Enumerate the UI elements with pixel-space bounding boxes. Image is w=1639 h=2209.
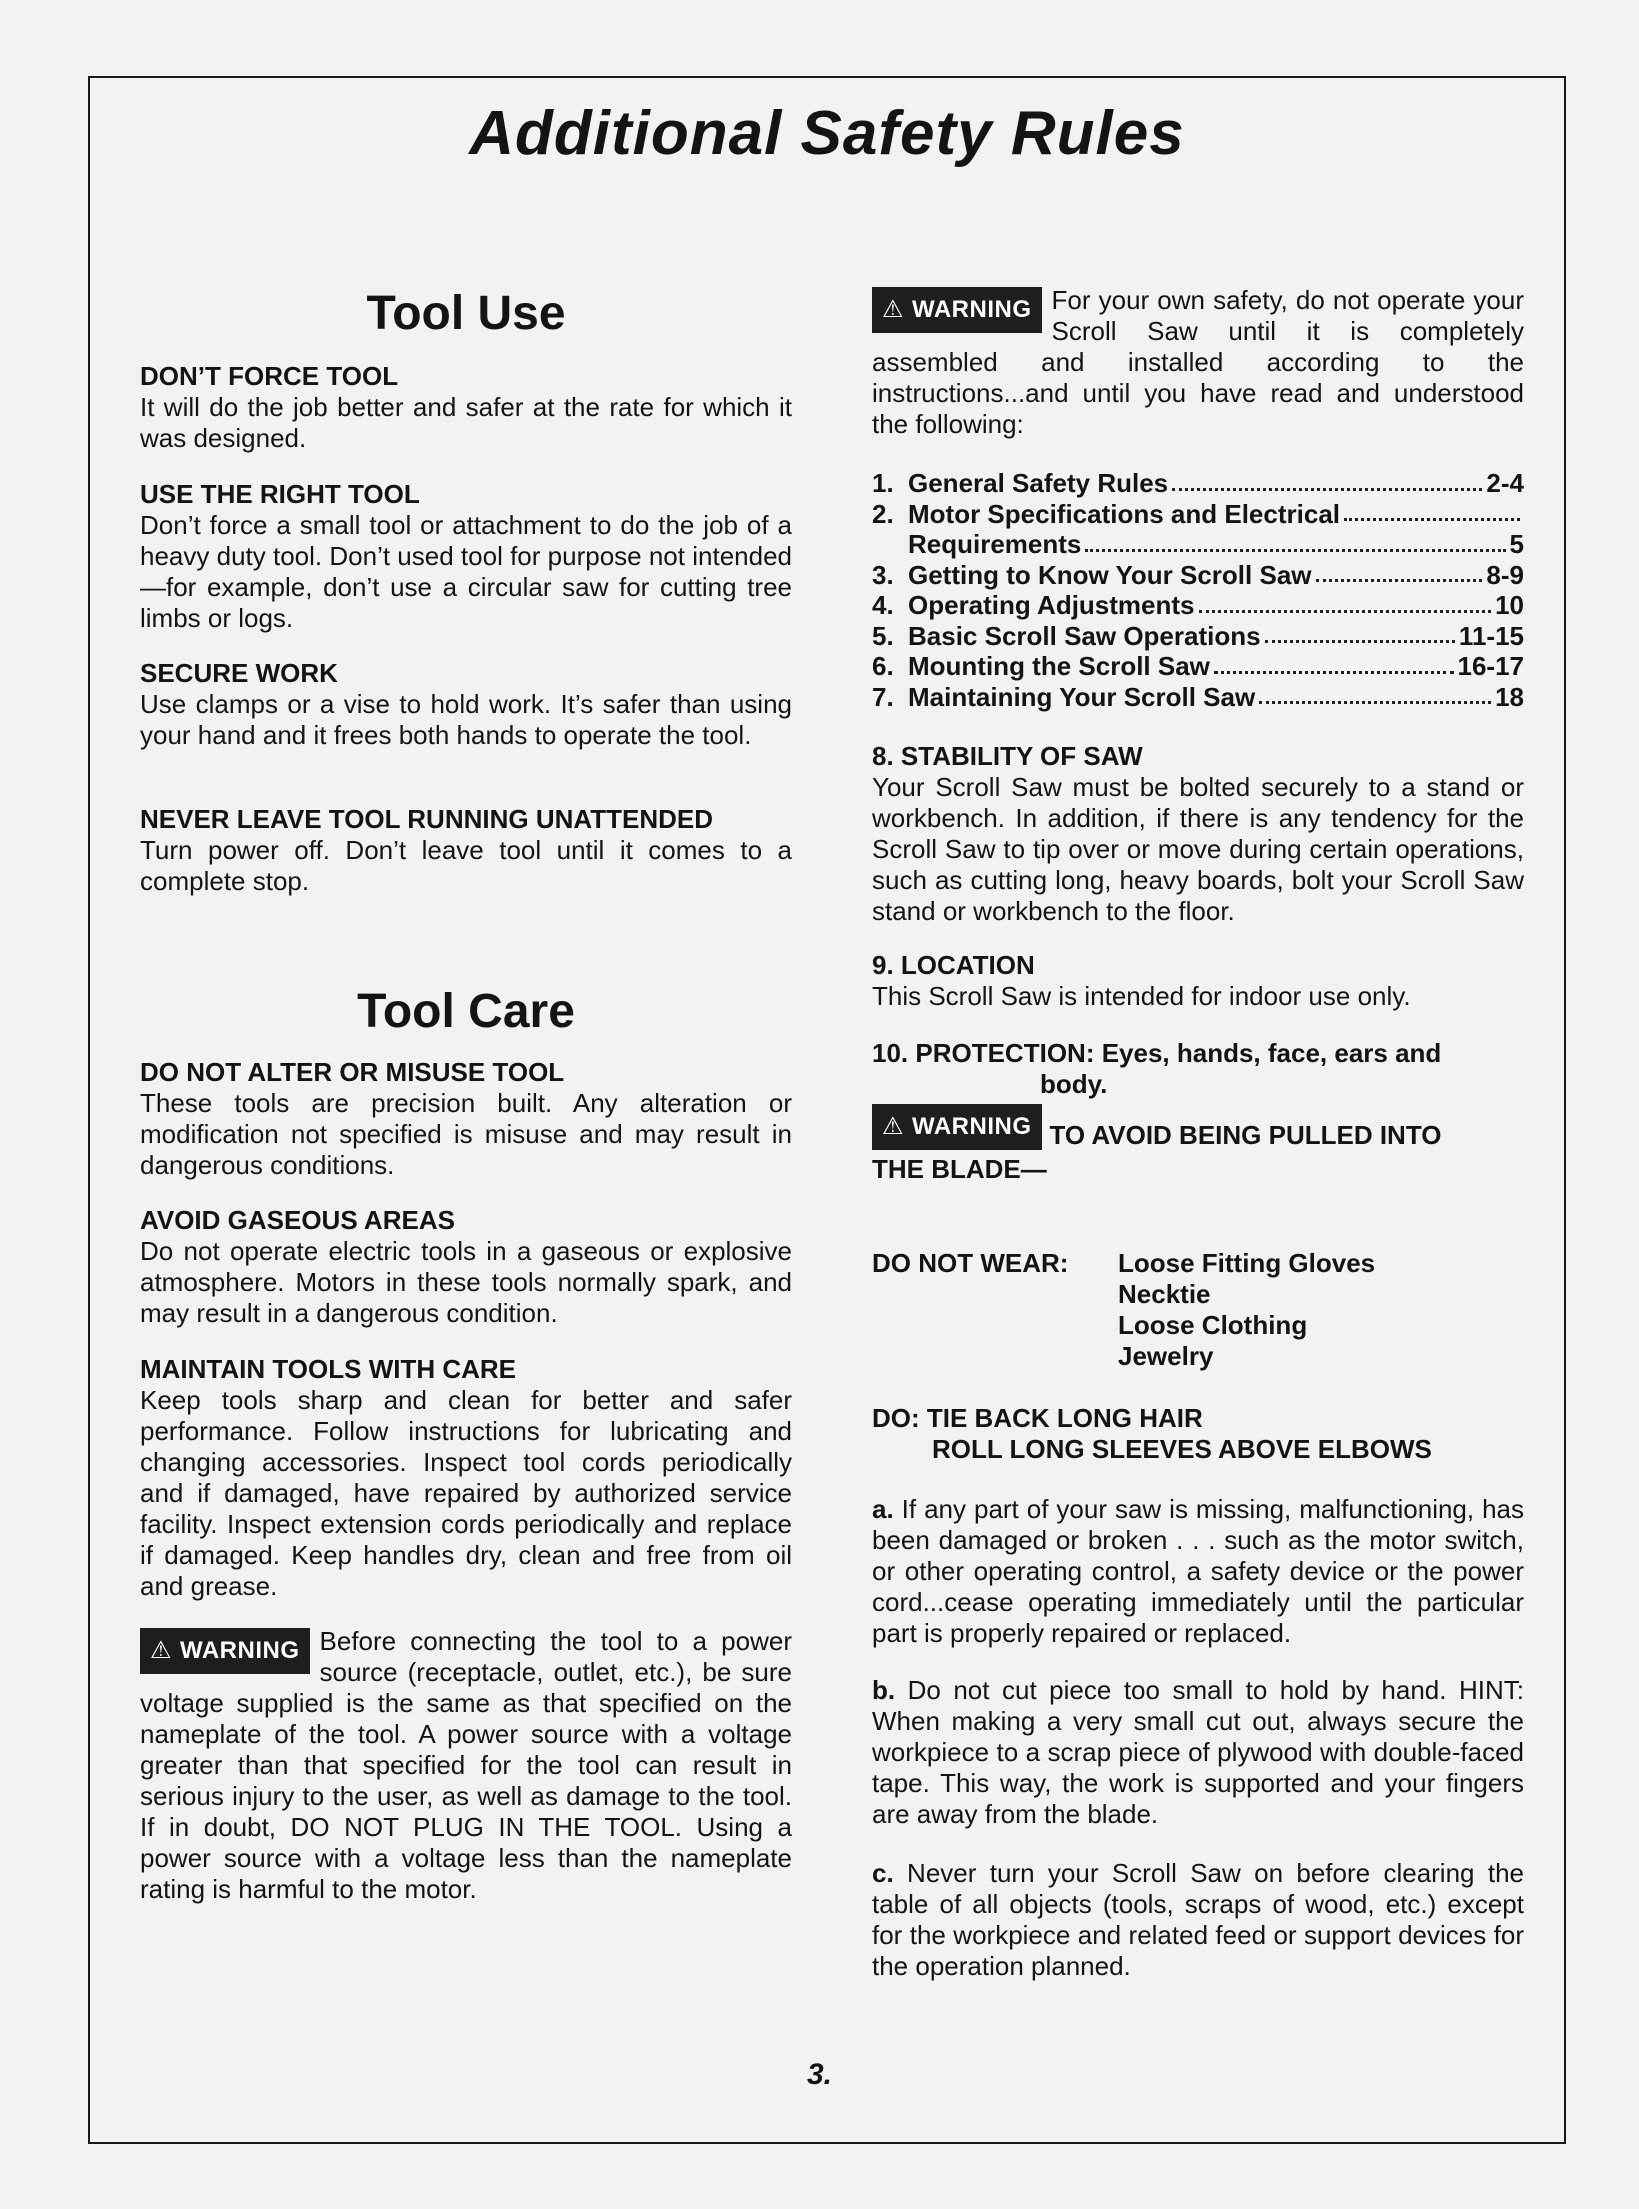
- list-item: Requirements 5: [908, 529, 1524, 559]
- do-not-wear-label: DO NOT WEAR:: [872, 1248, 1069, 1278]
- list-item: Loose Fitting Gloves: [1118, 1248, 1376, 1278]
- rule-text: It will do the job better and safer at the rate for which it was designed.: [140, 392, 792, 453]
- list-item: Loose Clothing: [1118, 1310, 1308, 1340]
- note-b: [872, 1675, 1524, 1830]
- page-number: 3.: [806, 2058, 833, 2091]
- contents-list: [872, 468, 1524, 712]
- rule-title: MAINTAIN TOOLS WITH CARE: [140, 1354, 517, 1384]
- do-not-wear: [872, 1248, 1524, 1372]
- warning-label: WARNING: [912, 296, 1032, 323]
- rule-text: Turn power off. Don’t leave tool until it comes to a complete stop.: [140, 835, 792, 896]
- note-text: Never turn your Scroll Saw on before clearing the table of all objects (tools, scraps of wood, etc.) except for the workpiece and related feed or support devices for the operation planned.: [872, 1858, 1524, 1981]
- note-text: If any part of your saw is missing, malfunctioning, has been damaged or broken . . . such as the motor switch, or other operating control, a safety device or the power cord...cease operating immediately until the particular part is properly repaired or replaced.: [872, 1494, 1525, 1648]
- rule-maintain-tools: [140, 1353, 792, 1602]
- list-item: 6. Mounting the Scroll Saw 16-17: [872, 651, 1524, 681]
- warning-text: Before connecting the tool to a power source (receptacle, outlet, etc.), be sure voltage supplied is the same as that specified on the nameplate of the tool. A power source with a voltage greater than that specified for the tool can result in serious injury to the user, as well as damage to the tool. If in doubt, DO NOT PLUG IN THE TOOL. Using a power source with a voltage less than the nameplate rating is harmful to the motor.: [140, 1626, 792, 1904]
- note-letter: b.: [872, 1675, 896, 1705]
- note-letter: c.: [872, 1858, 894, 1888]
- rule-text: These tools are precision built. Any alteration or modification not specified is misuse and may result in dangerous conditions.: [140, 1088, 792, 1180]
- warning-text: For your own safety, do not operate your Scroll Saw until it is completely assembled and installed according to the instructions...and until you have read and understood the following:: [872, 285, 1524, 439]
- rule-location: [872, 949, 1524, 1012]
- voltage-warning: [140, 1626, 792, 1905]
- note-text: Do not cut piece too small to hold by hand. HINT: When making a very small cut out, always secure the workpiece to a scrap piece of plywood with double-faced tape. This way, the work is supported and your fingers are away from the blade.: [872, 1675, 1524, 1829]
- rule-title: 8. STABILITY OF SAW: [872, 741, 1143, 771]
- do-line: DO: TIE BACK LONG HAIR: [872, 1403, 1203, 1433]
- note-a: [872, 1494, 1524, 1649]
- blade-warning: [872, 1102, 1524, 1151]
- rule-protection: [872, 1038, 1524, 1185]
- rule-text: Don’t force a small tool or attachment to do the job of a heavy duty tool. Don’t used tool for purpose not intended—for example, don’t use a circular saw for cutting tree limbs or logs.: [140, 510, 792, 633]
- warning-label: WARNING: [912, 1113, 1032, 1140]
- note-letter: a.: [872, 1494, 894, 1524]
- rule-use-right-tool: [140, 478, 792, 634]
- protection-line: body.: [1040, 1069, 1108, 1099]
- rule-text: Keep tools sharp and clean for better and safer performance. Follow instructions for lubricating and changing accessories. Inspect tool cords periodically and if damaged, have repaired by authorized service facility. Inspect extension cords periodically and replace if damaged. Keep handles dry, clean and free from oil and grease.: [140, 1385, 792, 1601]
- page-title: Additional Safety Rules: [469, 99, 1185, 168]
- rule-title: NEVER LEAVE TOOL RUNNING UNATTENDED: [140, 804, 714, 834]
- warning-text: THE BLADE—: [872, 1154, 1047, 1184]
- rule-never-leave-tool: [140, 803, 792, 897]
- rule-avoid-gaseous: [140, 1204, 792, 1329]
- do-section: [872, 1403, 1524, 1465]
- warning-badge: [872, 287, 1042, 333]
- note-c: [872, 1858, 1524, 1982]
- rule-text: This Scroll Saw is intended for indoor use only.: [872, 981, 1411, 1011]
- list-item: 4. Operating Adjustments 10: [872, 590, 1524, 620]
- rule-title: USE THE RIGHT TOOL: [140, 479, 420, 509]
- tool-use-heading: Tool Use: [366, 287, 566, 340]
- warning-label: WARNING: [180, 1637, 300, 1664]
- list-item: 5. Basic Scroll Saw Operations 11-15: [872, 620, 1524, 651]
- do-line: ROLL LONG SLEEVES ABOVE ELBOWS: [932, 1434, 1432, 1464]
- list-item: Necktie: [1118, 1279, 1211, 1309]
- rule-do-not-alter: [140, 1056, 792, 1181]
- rule-title: SECURE WORK: [140, 658, 338, 688]
- rule-dont-force-tool: [140, 360, 792, 454]
- rule-text: Use clamps or a vise to hold work. It’s safer than using your hand and it frees both hands to operate the tool.: [140, 689, 792, 750]
- list-item: 3. Getting to Know Your Scroll Saw 8-9: [872, 559, 1524, 590]
- warning-triangle-icon: ⚠: [150, 1637, 173, 1664]
- warning-text: TO AVOID BEING PULLED INTO: [1049, 1120, 1442, 1150]
- rule-title: 9. LOCATION: [872, 950, 1035, 980]
- rule-secure-work: [140, 657, 792, 751]
- intro-warning: [872, 285, 1524, 440]
- rule-text: Your Scroll Saw must be bolted securely to a stand or workbench. In addition, if there is any tendency for the Scroll Saw to tip over or move during certain operations, such as cutting long, heavy boards, bolt your Scroll Saw stand or workbench to the floor.: [872, 772, 1524, 926]
- rule-title: DON’T FORCE TOOL: [140, 361, 399, 391]
- warning-triangle-icon: ⚠: [882, 1113, 905, 1140]
- rule-stability: [872, 740, 1524, 927]
- tool-care-heading: Tool Care: [357, 985, 575, 1038]
- list-item: 2. Motor Specifications and Electrical: [872, 499, 1524, 530]
- list-item: 7. Maintaining Your Scroll Saw 18: [872, 681, 1524, 712]
- warning-badge: [872, 1104, 1042, 1150]
- rule-title: AVOID GASEOUS AREAS: [140, 1205, 455, 1235]
- protection-line: 10. PROTECTION: Eyes, hands, face, ears and: [872, 1038, 1442, 1068]
- rule-text: Do not operate electric tools in a gaseous or explosive atmosphere. Motors in these tools normally spark, and may result in a dangerous condition.: [140, 1236, 792, 1328]
- warning-triangle-icon: ⚠: [882, 296, 905, 323]
- list-item: 1. General Safety Rules 2-4: [872, 468, 1524, 498]
- list-item: Jewelry: [1118, 1341, 1214, 1371]
- warning-badge: [140, 1628, 310, 1674]
- rule-title: DO NOT ALTER OR MISUSE TOOL: [140, 1057, 565, 1087]
